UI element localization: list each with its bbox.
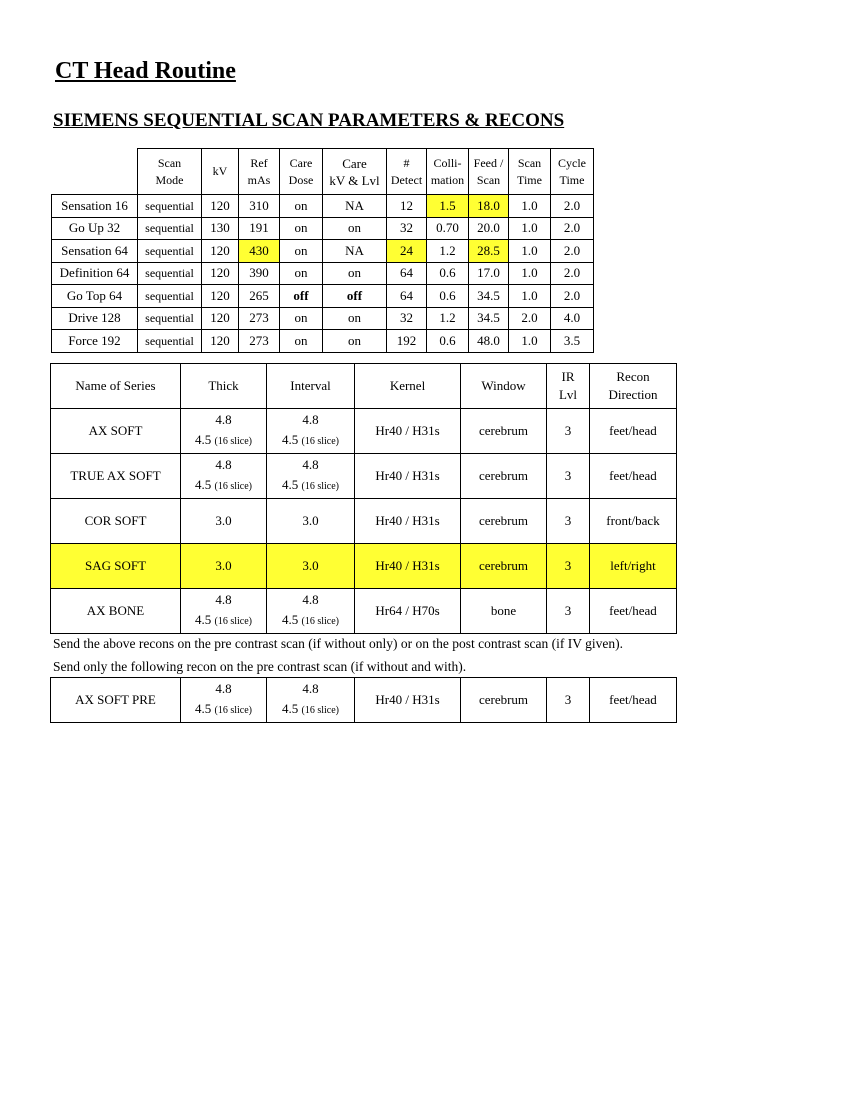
recon-direction-cell: feet/head xyxy=(590,454,677,499)
header-collimation: Colli- mation xyxy=(427,149,469,195)
ir-level-cell: 3 xyxy=(547,499,590,544)
table-row xyxy=(51,454,677,499)
detect-cell: 32 xyxy=(387,217,427,240)
ir-level-cell: 3 xyxy=(547,544,590,589)
scan-time-cell: 1.0 xyxy=(509,285,551,308)
thick-cell: 4.8 4.5 (16 slice) xyxy=(181,589,267,634)
collimation-cell: 1.5 xyxy=(427,195,469,218)
interval-cell: 3.0 xyxy=(267,499,355,544)
header-cycle-time: Cycle Time xyxy=(551,149,594,195)
recon-direction-cell: feet/head xyxy=(590,589,677,634)
collimation-cell: 1.2 xyxy=(427,240,469,263)
window-cell: cerebrum xyxy=(461,454,547,499)
kv-cell: 120 xyxy=(202,262,239,285)
header-interval: Interval xyxy=(267,364,355,409)
interval-cell: 4.8 4.5 (16 slice) xyxy=(267,589,355,634)
series-name-cell: AX SOFT xyxy=(51,409,181,454)
care-dose-cell: on xyxy=(280,195,323,218)
thick-cell: 4.8 4.5 (16 slice) xyxy=(181,454,267,499)
feed-scan-cell: 18.0 xyxy=(469,195,509,218)
page-title: CT Head Routine xyxy=(55,58,236,84)
table-row-highlighted xyxy=(51,544,677,589)
scan-time-cell: 1.0 xyxy=(509,240,551,263)
scanner-name-cell: Sensation 64 xyxy=(52,240,138,263)
table-row xyxy=(52,262,594,285)
header-scan-time: Scan Time xyxy=(509,149,551,195)
kernel-cell: Hr40 / H31s xyxy=(355,499,461,544)
recon-note-post-contrast: Send the above recons on the pre contrast scan (if without only) or on the post contrast scan (if IV given). xyxy=(53,636,623,651)
series-name-cell: AX BONE xyxy=(51,589,181,634)
care-dose-cell: on xyxy=(280,240,323,263)
cycle-time-cell: 3.5 xyxy=(551,330,594,353)
kernel-cell: Hr40 / H31s xyxy=(355,678,461,723)
series-name-cell: COR SOFT xyxy=(51,499,181,544)
header-thick: Thick xyxy=(181,364,267,409)
table-row xyxy=(51,409,677,454)
kv-cell: 120 xyxy=(202,285,239,308)
window-cell: cerebrum xyxy=(461,409,547,454)
table-row xyxy=(52,217,594,240)
cycle-time-cell: 2.0 xyxy=(551,195,594,218)
ir-level-cell: 3 xyxy=(547,409,590,454)
kv-cell: 120 xyxy=(202,195,239,218)
table-row xyxy=(52,285,594,308)
kv-cell: 120 xyxy=(202,240,239,263)
scan-time-cell: 1.0 xyxy=(509,262,551,285)
scan-mode-cell: sequential xyxy=(138,217,202,240)
kernel-cell: Hr40 / H31s xyxy=(355,454,461,499)
table-row xyxy=(52,240,594,263)
scanner-name-cell: Go Top 64 xyxy=(52,285,138,308)
detect-cell: 192 xyxy=(387,330,427,353)
scan-time-cell: 1.0 xyxy=(509,217,551,240)
scanner-name-cell: Drive 128 xyxy=(52,307,138,330)
feed-scan-cell: 34.5 xyxy=(469,307,509,330)
header-feed-scan: Feed / Scan xyxy=(469,149,509,195)
recon-direction-cell: left/right xyxy=(590,544,677,589)
header-blank-cell xyxy=(52,149,138,195)
window-cell: bone xyxy=(461,589,547,634)
cycle-time-cell: 2.0 xyxy=(551,285,594,308)
ref-mas-cell: 191 xyxy=(239,217,280,240)
pre-contrast-recon-table xyxy=(50,677,677,723)
table-row xyxy=(51,499,677,544)
feed-scan-cell: 20.0 xyxy=(469,217,509,240)
care-kv-cell: NA xyxy=(323,240,387,263)
detect-cell: 32 xyxy=(387,307,427,330)
scan-time-cell: 2.0 xyxy=(509,307,551,330)
cycle-time-cell: 4.0 xyxy=(551,307,594,330)
care-dose-cell: on xyxy=(280,330,323,353)
table-header-row xyxy=(52,149,594,195)
ref-mas-cell: 310 xyxy=(239,195,280,218)
header-care-kv-lvl: Care kV & Lvl xyxy=(323,149,387,195)
table-header-row xyxy=(51,364,677,409)
care-dose-cell: off xyxy=(280,285,323,308)
scan-mode-cell: sequential xyxy=(138,240,202,263)
recon-direction-cell: front/back xyxy=(590,499,677,544)
kernel-cell: Hr40 / H31s xyxy=(355,409,461,454)
interval-cell: 4.8 4.5 (16 slice) xyxy=(267,409,355,454)
ir-level-cell: 3 xyxy=(547,454,590,499)
detect-cell: 64 xyxy=(387,262,427,285)
header-recon-direction: Recon Direction xyxy=(590,364,677,409)
care-kv-cell: on xyxy=(323,307,387,330)
feed-scan-cell: 28.5 xyxy=(469,240,509,263)
ref-mas-cell: 390 xyxy=(239,262,280,285)
series-name-cell: TRUE AX SOFT xyxy=(51,454,181,499)
section-subtitle: SIEMENS SEQUENTIAL SCAN PARAMETERS & RECONS xyxy=(53,110,565,131)
interval-cell: 3.0 xyxy=(267,544,355,589)
header-care-dose: Care Dose xyxy=(280,149,323,195)
series-name-cell: AX SOFT PRE xyxy=(51,678,181,723)
thick-cell: 3.0 xyxy=(181,544,267,589)
kv-cell: 120 xyxy=(202,330,239,353)
header-detect: # Detect xyxy=(387,149,427,195)
scan-parameters-table xyxy=(51,148,594,353)
interval-cell: 4.8 4.5 (16 slice) xyxy=(267,678,355,723)
kv-cell: 120 xyxy=(202,307,239,330)
care-kv-cell: off xyxy=(323,285,387,308)
ref-mas-cell: 273 xyxy=(239,330,280,353)
scan-mode-cell: sequential xyxy=(138,262,202,285)
detect-cell: 64 xyxy=(387,285,427,308)
collimation-cell: 0.70 xyxy=(427,217,469,240)
collimation-cell: 0.6 xyxy=(427,262,469,285)
scan-mode-cell: sequential xyxy=(138,307,202,330)
ref-mas-cell: 265 xyxy=(239,285,280,308)
header-kernel: Kernel xyxy=(355,364,461,409)
scanner-name-cell: Definition 64 xyxy=(52,262,138,285)
header-ir-lvl: IR Lvl xyxy=(547,364,590,409)
recon-note-pre-contrast: Send only the following recon on the pre contrast scan (if without and with). xyxy=(53,659,467,674)
care-kv-cell: on xyxy=(323,217,387,240)
care-dose-cell: on xyxy=(280,307,323,330)
ir-level-cell: 3 xyxy=(547,589,590,634)
collimation-cell: 1.2 xyxy=(427,307,469,330)
header-ref-mas: Ref mAs xyxy=(239,149,280,195)
ir-level-cell: 3 xyxy=(547,678,590,723)
table-row xyxy=(51,678,677,723)
window-cell: cerebrum xyxy=(461,678,547,723)
series-name-cell: SAG SOFT xyxy=(51,544,181,589)
scanner-name-cell: Force 192 xyxy=(52,330,138,353)
care-kv-cell: on xyxy=(323,262,387,285)
feed-scan-cell: 34.5 xyxy=(469,285,509,308)
interval-cell: 4.8 4.5 (16 slice) xyxy=(267,454,355,499)
window-cell: cerebrum xyxy=(461,544,547,589)
thick-cell: 4.8 4.5 (16 slice) xyxy=(181,409,267,454)
scan-time-cell: 1.0 xyxy=(509,330,551,353)
recon-direction-cell: feet/head xyxy=(590,678,677,723)
table-row xyxy=(51,589,677,634)
care-kv-cell: NA xyxy=(323,195,387,218)
table-row xyxy=(52,307,594,330)
recon-direction-cell: feet/head xyxy=(590,409,677,454)
scan-mode-cell: sequential xyxy=(138,195,202,218)
recon-table xyxy=(50,363,677,634)
table-row xyxy=(52,195,594,218)
care-dose-cell: on xyxy=(280,262,323,285)
ref-mas-cell: 430 xyxy=(239,240,280,263)
collimation-cell: 0.6 xyxy=(427,285,469,308)
header-series-name: Name of Series xyxy=(51,364,181,409)
header-kv: kV xyxy=(202,149,239,195)
cycle-time-cell: 2.0 xyxy=(551,262,594,285)
care-kv-cell: on xyxy=(323,330,387,353)
cycle-time-cell: 2.0 xyxy=(551,240,594,263)
ref-mas-cell: 273 xyxy=(239,307,280,330)
feed-scan-cell: 48.0 xyxy=(469,330,509,353)
thick-cell: 4.8 4.5 (16 slice) xyxy=(181,678,267,723)
kv-cell: 130 xyxy=(202,217,239,240)
header-window: Window xyxy=(461,364,547,409)
table-row xyxy=(52,330,594,353)
scan-mode-cell: sequential xyxy=(138,330,202,353)
detect-cell: 24 xyxy=(387,240,427,263)
thick-cell: 3.0 xyxy=(181,499,267,544)
scan-mode-cell: sequential xyxy=(138,285,202,308)
feed-scan-cell: 17.0 xyxy=(469,262,509,285)
scan-time-cell: 1.0 xyxy=(509,195,551,218)
scanner-name-cell: Go Up 32 xyxy=(52,217,138,240)
header-scan-mode: Scan Mode xyxy=(138,149,202,195)
cycle-time-cell: 2.0 xyxy=(551,217,594,240)
detect-cell: 12 xyxy=(387,195,427,218)
kernel-cell: Hr64 / H70s xyxy=(355,589,461,634)
window-cell: cerebrum xyxy=(461,499,547,544)
scanner-name-cell: Sensation 16 xyxy=(52,195,138,218)
care-dose-cell: on xyxy=(280,217,323,240)
kernel-cell: Hr40 / H31s xyxy=(355,544,461,589)
collimation-cell: 0.6 xyxy=(427,330,469,353)
